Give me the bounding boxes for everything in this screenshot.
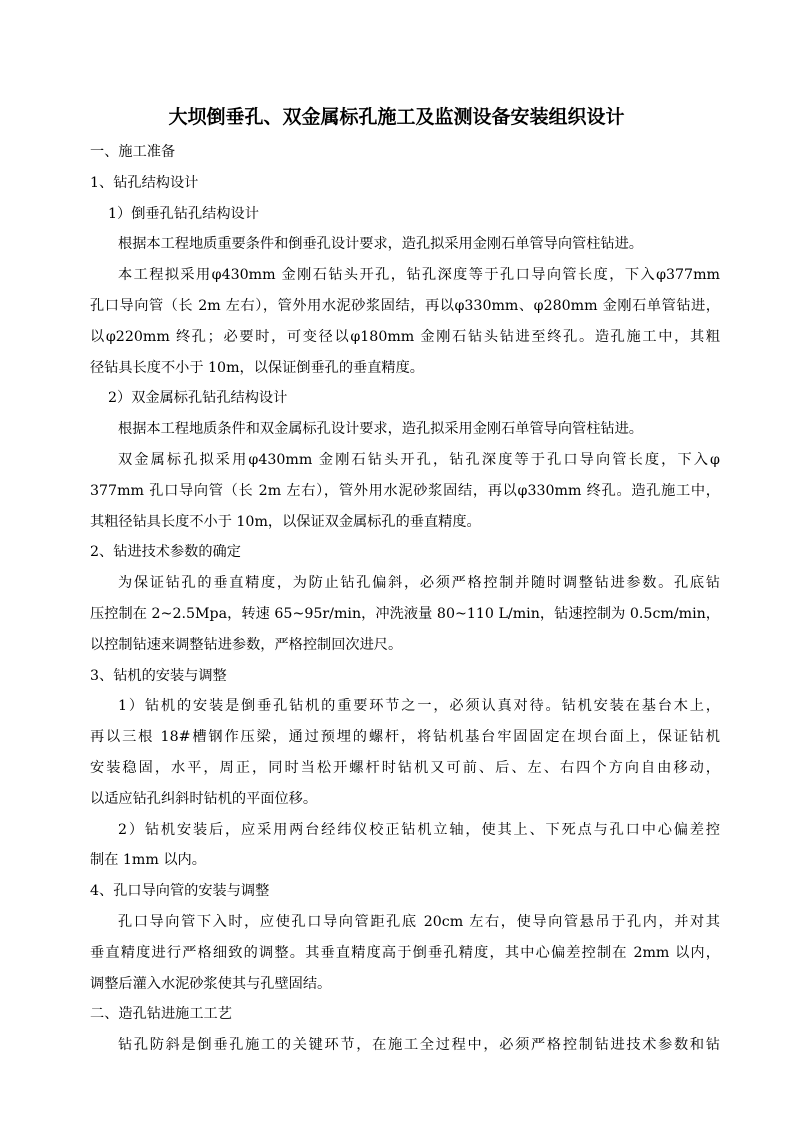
item-heading-bimetal-structure: 2）双金属标孔钻孔结构设计 xyxy=(108,390,288,407)
document-body xyxy=(90,137,720,1061)
paragraph-line: 1）钻机的安装是倒垂孔钻机的重要环节之一，必须认真对待。钻机安装在基台木上， xyxy=(118,698,720,715)
paragraph-line: 双金属标孔拟采用φ430mm 金刚石钻头开孔，钻孔深度等于孔口导向管长度，下入φ xyxy=(118,451,720,468)
paragraph-line: 钻孔防斜是倒垂孔施工的关键环节，在施工全过程中，必须严格控制钻进技术参数和钻 xyxy=(118,1037,720,1054)
paragraph-line: 安装稳固，水平，周正，同时当松开螺杆时钻机又可前、后、左、右四个方向自由移动， xyxy=(90,759,720,776)
paragraph-line: 再以三根 18#槽钢作压梁，通过预埋的螺杆，将钻机基台牢固固定在坝台面上，保证钻机 xyxy=(90,729,720,746)
paragraph-line: 调整后灌入水泥砂浆使其与孔壁固结。 xyxy=(90,975,332,992)
paragraph-line: 其粗径钻具长度不小于 10m，以保证双金属标孔的垂直精度。 xyxy=(90,513,481,530)
paragraph-line: 为保证钻孔的垂直精度，为防止钻孔偏斜，必须严格控制并随时调整钻进参数。孔底钻 xyxy=(118,575,720,592)
subsection-heading-borehole-structure: 1、钻孔结构设计 xyxy=(90,174,199,191)
paragraph-line: 孔口导向管下入时，应使孔口导向管距孔底 20cm 左右，使导向管悬吊于孔内，并对其 xyxy=(118,913,720,930)
paragraph-line: 以适应钻孔纠斜时钻机的平面位移。 xyxy=(90,790,318,807)
paragraph-line: 制在 1mm 以内。 xyxy=(90,852,206,869)
paragraph-line: 根据本工程地质重要条件和倒垂孔设计要求，造孔拟采用金刚石单管导向管柱钻进。 xyxy=(118,236,643,253)
paragraph-line: 以φ220mm 终孔；必要时，可变径以φ180mm 金刚石钻头钻进至终孔。造孔施工中，其粗 xyxy=(90,328,720,345)
paragraph-line: 压控制在 2~2.5Mpa，转速 65~95r/min，冲洗液量 80~110 L/min，钻速控制为 0.5cm/min， xyxy=(90,605,720,622)
subsection-heading-drilling-parameters: 2、钻进技术参数的确定 xyxy=(90,544,241,561)
paragraph-line: 孔口导向管（长 2m 左右），管外用水泥砂浆固结，再以φ330mm、φ280mm 金刚石单管钻进， xyxy=(90,297,720,314)
section-heading-preparation: 一、施工准备 xyxy=(90,144,176,160)
paragraph-line: 径钻具长度不小于 10m，以保证倒垂孔的垂直精度。 xyxy=(90,359,424,376)
document-title: 大坝倒垂孔、双金属标孔施工及监测设备安装组织设计 xyxy=(168,106,625,128)
item-heading-inverted-plumb-structure: 1）倒垂孔钻孔结构设计 xyxy=(108,205,259,222)
paragraph-line: 以控制钻速来调整钻进参数，严格控制回次进尺。 xyxy=(90,636,403,653)
paragraph-line: 377mm 孔口导向管（长 2m 左右），管外用水泥砂浆固结，再以φ330mm 终孔。造孔施工中， xyxy=(90,482,720,499)
paragraph-line: 根据本工程地质条件和双金属标孔设计要求，造孔拟采用金刚石单管导向管柱钻进。 xyxy=(118,421,643,438)
subsection-heading-rig-installation: 3、钻机的安装与调整 xyxy=(90,667,227,684)
section-heading-drilling-process: 二、造孔钻进施工工艺 xyxy=(90,1006,232,1023)
paragraph-line: 2）钻机安装后，应采用两台经纬仪校正钻机立轴，使其上、下死点与孔口中心偏差控 xyxy=(118,821,720,838)
subsection-heading-guide-pipe: 4、孔口导向管的安装与调整 xyxy=(90,883,270,900)
paragraph-line: 本工程拟采用φ430mm 金刚石钻头开孔，钻孔深度等于孔口导向管长度，下入φ377mm xyxy=(118,267,720,284)
paragraph-line: 垂直精度进行严格细致的调整。其垂直精度高于倒垂孔精度，其中心偏差控制在 2mm 以内， xyxy=(90,944,720,961)
